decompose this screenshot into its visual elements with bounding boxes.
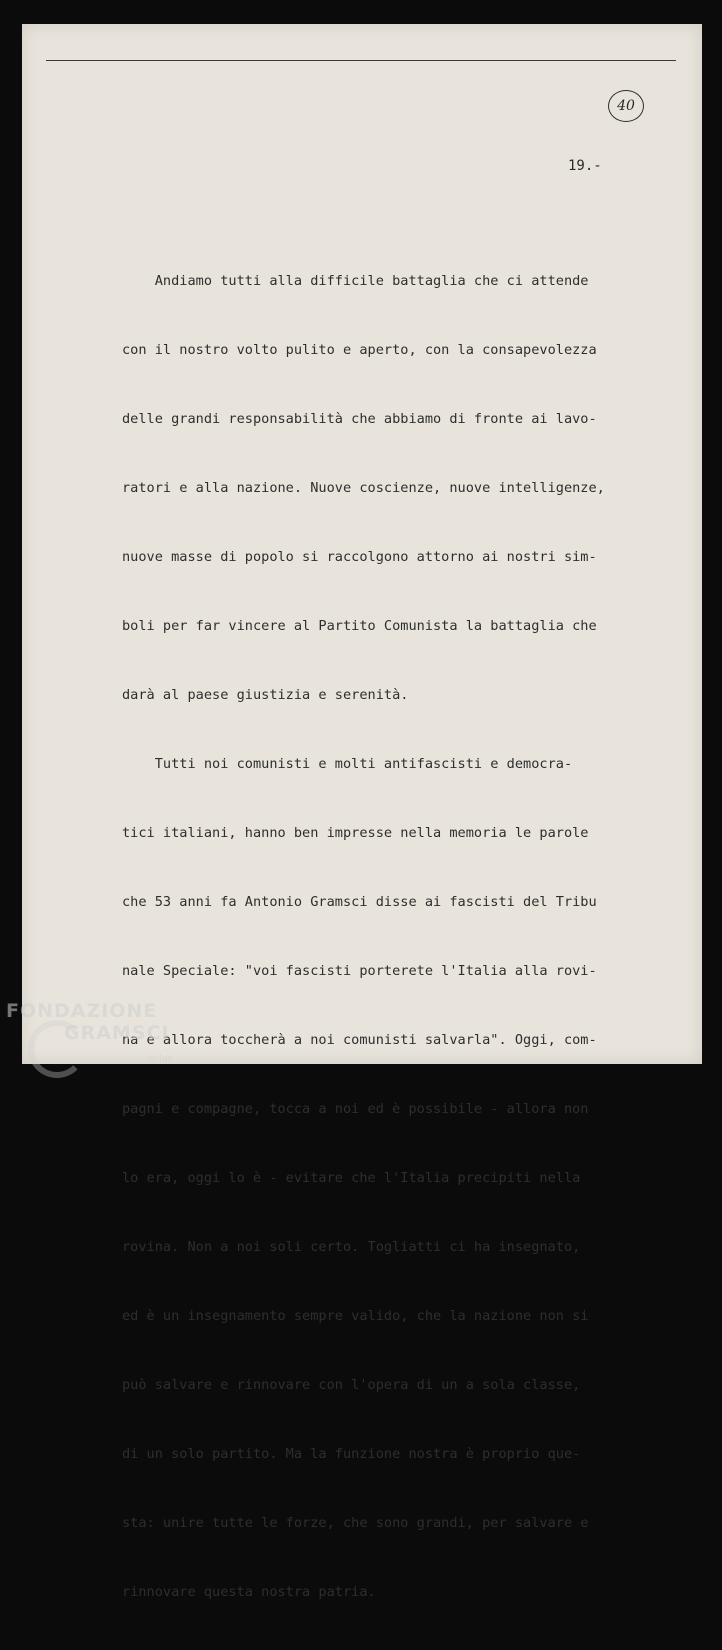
text-line: rovina. Non a noi soli certo. Togliatti ci ha insegnato, <box>122 1239 581 1255</box>
text-line: nale Speciale: "voi fascisti porterete l'Italia alla rovi- <box>122 963 597 979</box>
text-line: Tutti noi comunisti e molti antifascisti e democra- <box>122 756 573 772</box>
text-line: darà al paese giustizia e serenità. <box>122 687 409 703</box>
text-line: ed è un insegnamento sempre valido, che la nazione non si <box>122 1308 589 1324</box>
text-line: lo era, oggi lo è - evitare che l'Italia precipiti nella <box>122 1170 581 1186</box>
text-line: che 53 anni fa Antonio Gramsci disse ai fascisti del Tribu <box>122 894 597 910</box>
document-page <box>22 24 702 1600</box>
text-line: rinnovare questa nostra patria. <box>122 1584 376 1600</box>
page-number: 19.- <box>568 158 602 174</box>
header-rule <box>46 60 676 61</box>
watermark-line1: FONDAZIONE <box>6 1000 158 1022</box>
watermark-suffix: onlus <box>148 1054 173 1064</box>
text-line: ratori e alla nazione. Nuove coscienze, nuove intelligenze, <box>122 480 605 496</box>
text-line: na e allora toccherà a noi comunisti salvarla". Oggi, com- <box>122 1032 597 1048</box>
text-line: tici italiani, hanno ben impresse nella memoria le parole <box>122 825 589 841</box>
archive-number-stamp: 40 <box>608 90 644 122</box>
fondazione-gramsci-watermark <box>2 1000 192 1078</box>
text-line: pagni e compagne, tocca a noi ed è possibile - allora non <box>122 1101 589 1117</box>
text-line: sta: unire tutte le forze, che sono grandi, per salvare e <box>122 1515 589 1531</box>
text-line: nuove masse di popolo si raccolgono attorno ai nostri sim- <box>122 549 597 565</box>
text-line: di un solo partito. Ma la funzione nostra è proprio que- <box>122 1446 581 1462</box>
text-line: boli per far vincere al Partito Comunista la battaglia che <box>122 618 597 634</box>
text-line: Andiamo tutti alla difficile battaglia che ci attende <box>122 273 589 289</box>
text-line: con il nostro volto pulito e aperto, con la consapevolezza <box>122 342 597 358</box>
text-line: delle grandi responsabilità che abbiamo di fronte ai lavo- <box>122 411 597 427</box>
typewritten-body <box>122 224 605 1650</box>
watermark-line2: GRAMSCI <box>64 1022 170 1044</box>
text-line: può salvare e rinnovare con l'opera di un a sola classe, <box>122 1377 581 1393</box>
